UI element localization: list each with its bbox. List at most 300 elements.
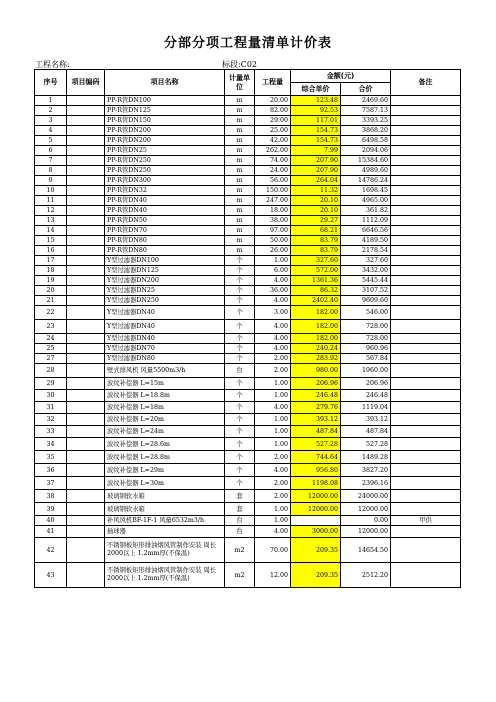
cell-total: 6498.58: [341, 136, 391, 146]
cell-seq: 2: [35, 106, 67, 116]
cell-total: 246.48: [341, 390, 391, 402]
cell-code: [67, 166, 105, 176]
cell-name: PP-R管DN32: [105, 186, 225, 196]
cell-name: Y型过滤器DN70: [105, 344, 225, 354]
cell-unit: m2: [225, 563, 255, 588]
cell-unit-price: 154.73: [291, 126, 341, 136]
cell-remark: [391, 196, 461, 206]
table-row: [35, 451, 461, 464]
cell-qty: 6.00: [255, 266, 291, 276]
cell-remark: [391, 276, 461, 286]
cell-seq: 13: [35, 216, 67, 226]
cell-unit: m: [225, 196, 255, 206]
cell-unit: 台: [225, 516, 255, 526]
cell-unit-price: 1198.08: [291, 477, 341, 490]
header-unit-price: 综合单价: [291, 83, 341, 96]
cell-unit: m: [225, 146, 255, 156]
table-row: [35, 126, 461, 136]
cell-seq: 33: [35, 426, 67, 438]
table-row: [35, 166, 461, 176]
cell-remark: [391, 464, 461, 477]
cell-name: PP-R管DN80: [105, 236, 225, 246]
cell-code: [67, 256, 105, 266]
cell-seq: 15: [35, 236, 67, 246]
cell-unit: 个: [225, 286, 255, 296]
cell-qty: 4.00: [255, 526, 291, 538]
cell-code: [67, 106, 105, 116]
cell-total: 3432.00: [341, 266, 391, 276]
cell-total: 6646.56: [341, 226, 391, 236]
cell-name: Y型过滤器DN40: [105, 320, 225, 334]
cell-code: [67, 390, 105, 402]
cell-unit-price: 182.00: [291, 306, 341, 320]
cell-seq: 31: [35, 402, 67, 414]
cell-name: 波纹补偿器 L=29m: [105, 464, 225, 477]
cell-seq: 28: [35, 364, 67, 378]
cell-unit: 套: [225, 490, 255, 503]
cell-total: 5445.44: [341, 276, 391, 286]
cell-qty: 97.00: [255, 226, 291, 236]
cell-unit-price: 83.79: [291, 236, 341, 246]
section-label: 标段:C02: [222, 60, 257, 69]
cell-code: [67, 126, 105, 136]
cell-unit-price: 246.48: [291, 390, 341, 402]
cell-unit-price: 3000.00: [291, 526, 341, 538]
table-row: [35, 320, 461, 334]
cell-total: 7587.13: [341, 106, 391, 116]
cell-seq: 19: [35, 276, 67, 286]
cell-code: [67, 216, 105, 226]
cell-unit-price: 487.84: [291, 426, 341, 438]
table-row: [35, 503, 461, 516]
cell-name: PP-R管DN150: [105, 116, 225, 126]
cell-seq: 40: [35, 516, 67, 526]
cell-unit-price: 20.10: [291, 206, 341, 216]
table-row: [35, 146, 461, 156]
cell-unit: m: [225, 106, 255, 116]
cell-unit-price: 12000.00: [291, 503, 341, 516]
cell-unit: 个: [225, 266, 255, 276]
cell-qty: 150.00: [255, 186, 291, 196]
cell-seq: 9: [35, 176, 67, 186]
cell-unit-price: 207.90: [291, 166, 341, 176]
cell-name: 波纹补偿器 L=30m: [105, 477, 225, 490]
cell-seq: 36: [35, 464, 67, 477]
cell-remark: [391, 490, 461, 503]
table-row: [35, 414, 461, 426]
table-row: [35, 426, 461, 438]
cell-unit: 个: [225, 334, 255, 344]
cell-unit-price: 182.00: [291, 334, 341, 344]
table-row: [35, 378, 461, 390]
cell-name: PP-R管DN80: [105, 246, 225, 256]
cell-name: PP-R管DN100: [105, 96, 225, 106]
cell-seq: 24: [35, 334, 67, 344]
cell-qty: 2.00: [255, 451, 291, 464]
cell-total: 527.28: [341, 438, 391, 451]
cell-unit: 个: [225, 344, 255, 354]
cell-total: 393.12: [341, 414, 391, 426]
cell-unit-price: 209.35: [291, 538, 341, 563]
cell-unit-price: 572.00: [291, 266, 341, 276]
cell-total: 2469.60: [341, 96, 391, 106]
cell-unit: 台: [225, 526, 255, 538]
cell-unit-price: 83.79: [291, 246, 341, 256]
cell-seq: 12: [35, 206, 67, 216]
cell-name: Y型过滤器DN40: [105, 306, 225, 320]
header-amount: 金额(元): [291, 70, 391, 83]
cell-total: 361.82: [341, 206, 391, 216]
cell-unit-price: 327.60: [291, 256, 341, 266]
cell-name: 壁式排风机 风量5500m3/h: [105, 364, 225, 378]
cell-qty: 1.00: [255, 414, 291, 426]
cell-remark: [391, 390, 461, 402]
cell-total: 2178.54: [341, 246, 391, 256]
table-row: [35, 216, 461, 226]
cell-remark: [391, 354, 461, 364]
cell-seq: 10: [35, 186, 67, 196]
table-row: [35, 490, 461, 503]
table-row: [35, 96, 461, 106]
cell-remark: [391, 216, 461, 226]
cell-remark: [391, 186, 461, 196]
cell-name: Y型过滤器DN40: [105, 334, 225, 344]
cell-unit: 个: [225, 438, 255, 451]
header-qty: 工程量: [255, 70, 291, 96]
table-row: [35, 116, 461, 126]
cell-qty: 1.00: [255, 438, 291, 451]
cell-remark: [391, 414, 461, 426]
cell-seq: 29: [35, 378, 67, 390]
cell-qty: 82.00: [255, 106, 291, 116]
cell-seq: 38: [35, 490, 67, 503]
cell-total: 206.96: [341, 378, 391, 390]
cell-qty: 2.00: [255, 477, 291, 490]
cell-total: 2396.16: [341, 477, 391, 490]
cell-code: [67, 116, 105, 126]
cell-total: 4965.00: [341, 196, 391, 206]
cell-qty: 4.00: [255, 276, 291, 286]
cell-remark: [391, 106, 461, 116]
cell-total: 1960.00: [341, 364, 391, 378]
table-row: [35, 176, 461, 186]
cell-qty: 42.00: [255, 136, 291, 146]
cell-unit-price: 117.01: [291, 116, 341, 126]
cell-name: PP-R管DN250: [105, 166, 225, 176]
project-name-label: 工程名称:: [35, 60, 70, 69]
table-row: [35, 296, 461, 306]
cell-qty: 74.00: [255, 156, 291, 166]
cell-remark: [391, 402, 461, 414]
cell-unit: 个: [225, 296, 255, 306]
cell-code: [67, 206, 105, 216]
cell-total: 12000.00: [341, 503, 391, 516]
table-row: [35, 516, 461, 526]
cell-remark: [391, 166, 461, 176]
header-code: 项目编码: [67, 70, 105, 96]
cell-unit: m: [225, 186, 255, 196]
table-row: [35, 306, 461, 320]
table-row: [35, 246, 461, 256]
table-row: [35, 402, 461, 414]
cell-unit: m: [225, 166, 255, 176]
cell-seq: 3: [35, 116, 67, 126]
cell-code: [67, 306, 105, 320]
cell-code: [67, 477, 105, 490]
cell-qty: 2.00: [255, 490, 291, 503]
cell-qty: 4.00: [255, 296, 291, 306]
table-row: [35, 286, 461, 296]
cell-code: [67, 236, 105, 246]
cell-code: [67, 344, 105, 354]
cell-code: [67, 563, 105, 588]
cell-code: [67, 286, 105, 296]
cell-remark: [391, 538, 461, 563]
cell-name: 波纹补偿器 L=18m: [105, 402, 225, 414]
cell-total: 2512.20: [341, 563, 391, 588]
cell-code: [67, 136, 105, 146]
header-remark: 备注: [391, 70, 461, 96]
cell-name: PP-R管DN200: [105, 126, 225, 136]
cell-unit-price: 182.00: [291, 320, 341, 334]
cell-code: [67, 176, 105, 186]
cell-unit-price: 283.92: [291, 354, 341, 364]
cell-qty: 56.00: [255, 176, 291, 186]
cell-qty: 1.00: [255, 426, 291, 438]
cell-code: [67, 320, 105, 334]
cell-qty: 2.00: [255, 354, 291, 364]
cell-unit: 个: [225, 402, 255, 414]
table-row: [35, 390, 461, 402]
table-body: [35, 96, 461, 588]
cell-unit-price: 123.48: [291, 96, 341, 106]
cell-unit: 个: [225, 276, 255, 286]
bill-of-quantities-table: [34, 69, 461, 588]
cell-remark: [391, 176, 461, 186]
cell-name: Y型过滤器DN25: [105, 286, 225, 296]
cell-total: 24000.00: [341, 490, 391, 503]
cell-code: [67, 196, 105, 206]
cell-name: PP-R管DN40: [105, 196, 225, 206]
cell-unit-price: 154.73: [291, 136, 341, 146]
cell-unit: m: [225, 226, 255, 236]
cell-total: 14786.24: [341, 176, 391, 186]
cell-unit-price: 209.35: [291, 563, 341, 588]
cell-total: 3827.20: [341, 464, 391, 477]
table-row: [35, 156, 461, 166]
cell-name: 补风风机BF-1F-1 风量6532m3/h: [105, 516, 225, 526]
cell-name: 波纹补偿器 L=20m: [105, 414, 225, 426]
cell-qty: 4.00: [255, 334, 291, 344]
cell-seq: 27: [35, 354, 67, 364]
cell-unit: m: [225, 216, 255, 226]
cell-qty: 50.00: [255, 236, 291, 246]
cell-unit: 个: [225, 320, 255, 334]
table-row: [35, 196, 461, 206]
cell-remark: [391, 266, 461, 276]
table-row: [35, 256, 461, 266]
cell-qty: 1.00: [255, 503, 291, 516]
cell-total: 960.96: [341, 344, 391, 354]
cell-seq: 17: [35, 256, 67, 266]
table-row: [35, 438, 461, 451]
cell-unit: 个: [225, 477, 255, 490]
cell-remark: [391, 156, 461, 166]
cell-name: PP-R管DN40: [105, 206, 225, 216]
table-row: [35, 334, 461, 344]
cell-total: 15384.60: [341, 156, 391, 166]
cell-seq: 39: [35, 503, 67, 516]
cell-total: 4989.60: [341, 166, 391, 176]
cell-name: PP-R管DN50: [105, 216, 225, 226]
cell-qty: 4.00: [255, 402, 291, 414]
cell-remark: [391, 451, 461, 464]
cell-total: 487.84: [341, 426, 391, 438]
cell-seq: 35: [35, 451, 67, 464]
cell-qty: 2.00: [255, 364, 291, 378]
cell-unit-price: 68.21: [291, 226, 341, 236]
header-unit: 计量单位: [225, 70, 255, 96]
cell-unit: m: [225, 236, 255, 246]
cell-total: 1698.45: [341, 186, 391, 196]
cell-total: 567.84: [341, 354, 391, 364]
cell-code: [67, 96, 105, 106]
cell-qty: 18.00: [255, 206, 291, 216]
cell-name: 玻璃钢软水箱: [105, 490, 225, 503]
cell-name: Y型过滤器DN80: [105, 354, 225, 364]
cell-qty: 1.00: [255, 256, 291, 266]
cell-code: [67, 354, 105, 364]
cell-remark: [391, 256, 461, 266]
cell-name: Y型过滤器DN125: [105, 266, 225, 276]
table-row: [35, 563, 461, 588]
cell-remark: [391, 286, 461, 296]
cell-unit-price: 206.96: [291, 378, 341, 390]
cell-unit-price: 1361.36: [291, 276, 341, 286]
cell-remark: [391, 320, 461, 334]
cell-qty: 4.00: [255, 320, 291, 334]
cell-code: [67, 276, 105, 286]
header-seq: 序号: [35, 70, 67, 96]
cell-unit: m: [225, 126, 255, 136]
cell-unit: 套: [225, 503, 255, 516]
cell-code: [67, 414, 105, 426]
cell-name: Y型过滤器DN100: [105, 256, 225, 266]
cell-unit: m: [225, 246, 255, 256]
cell-seq: 41: [35, 526, 67, 538]
cell-name: Y型过滤器DN200: [105, 276, 225, 286]
cell-seq: 14: [35, 226, 67, 236]
cell-total: 0.00: [341, 516, 391, 526]
cell-unit-price: 92.53: [291, 106, 341, 116]
cell-seq: 1: [35, 96, 67, 106]
cell-unit-price: 744.64: [291, 451, 341, 464]
cell-total: 327.60: [341, 256, 391, 266]
cell-unit-price: 240.24: [291, 344, 341, 354]
cell-unit-price: 7.99: [291, 146, 341, 156]
cell-seq: 30: [35, 390, 67, 402]
cell-qty: 38.00: [255, 216, 291, 226]
cell-seq: 43: [35, 563, 67, 588]
cell-unit: m: [225, 116, 255, 126]
cell-code: [67, 490, 105, 503]
cell-name: PP-R管DN200: [105, 136, 225, 146]
cell-remark: [391, 306, 461, 320]
cell-unit: m: [225, 156, 255, 166]
table-row: [35, 477, 461, 490]
cell-seq: 8: [35, 166, 67, 176]
cell-unit: m: [225, 136, 255, 146]
cell-code: [67, 146, 105, 156]
cell-remark: [391, 136, 461, 146]
cell-remark: [391, 116, 461, 126]
cell-remark: [391, 146, 461, 156]
cell-total: 2094.06: [341, 146, 391, 156]
table-row: [35, 136, 461, 146]
cell-code: [67, 503, 105, 516]
cell-unit-price: 12000.00: [291, 490, 341, 503]
cell-code: [67, 526, 105, 538]
cell-remark: 甲供: [391, 516, 461, 526]
cell-qty: 4.00: [255, 464, 291, 477]
cell-code: [67, 156, 105, 166]
cell-unit: 个: [225, 306, 255, 320]
cell-unit: 个: [225, 464, 255, 477]
cell-code: [67, 334, 105, 344]
table-row: [35, 344, 461, 354]
table-row: [35, 526, 461, 538]
cell-unit: 个: [225, 390, 255, 402]
cell-unit-price: 20.10: [291, 196, 341, 206]
cell-code: [67, 364, 105, 378]
cell-remark: [391, 438, 461, 451]
cell-name: PP-R管DN25: [105, 146, 225, 156]
cell-remark: [391, 563, 461, 588]
table-row: [35, 538, 461, 563]
table-row: [35, 186, 461, 196]
cell-total: 1112.09: [341, 216, 391, 226]
cell-code: [67, 538, 105, 563]
cell-total: 1119.04: [341, 402, 391, 414]
cell-seq: 4: [35, 126, 67, 136]
cell-seq: 11: [35, 196, 67, 206]
cell-total: 12000.00: [341, 526, 391, 538]
cell-name: 不锈钢板矩形排油烟风管制作安装 周长2000以上 1.2mm厚(不保温): [105, 563, 225, 588]
cell-unit-price: 29.27: [291, 216, 341, 226]
table-row: [35, 354, 461, 364]
cell-unit-price: 2402.40: [291, 296, 341, 306]
cell-name: 波纹补偿器 L=24m: [105, 426, 225, 438]
cell-seq: 6: [35, 146, 67, 156]
cell-remark: [391, 503, 461, 516]
cell-remark: [391, 426, 461, 438]
cell-unit-price: 956.80: [291, 464, 341, 477]
cell-name: 波纹补偿器 L=28.6m: [105, 438, 225, 451]
cell-seq: 25: [35, 344, 67, 354]
cell-unit: 个: [225, 451, 255, 464]
cell-unit: 个: [225, 426, 255, 438]
table-row: [35, 276, 461, 286]
cell-seq: 32: [35, 414, 67, 426]
table-row: [35, 226, 461, 236]
cell-qty: 29.00: [255, 116, 291, 126]
cell-unit: 个: [225, 354, 255, 364]
cell-remark: [391, 477, 461, 490]
cell-unit: 个: [225, 256, 255, 266]
cell-total: 4189.50: [341, 236, 391, 246]
table-row: [35, 106, 461, 116]
cell-seq: 20: [35, 286, 67, 296]
